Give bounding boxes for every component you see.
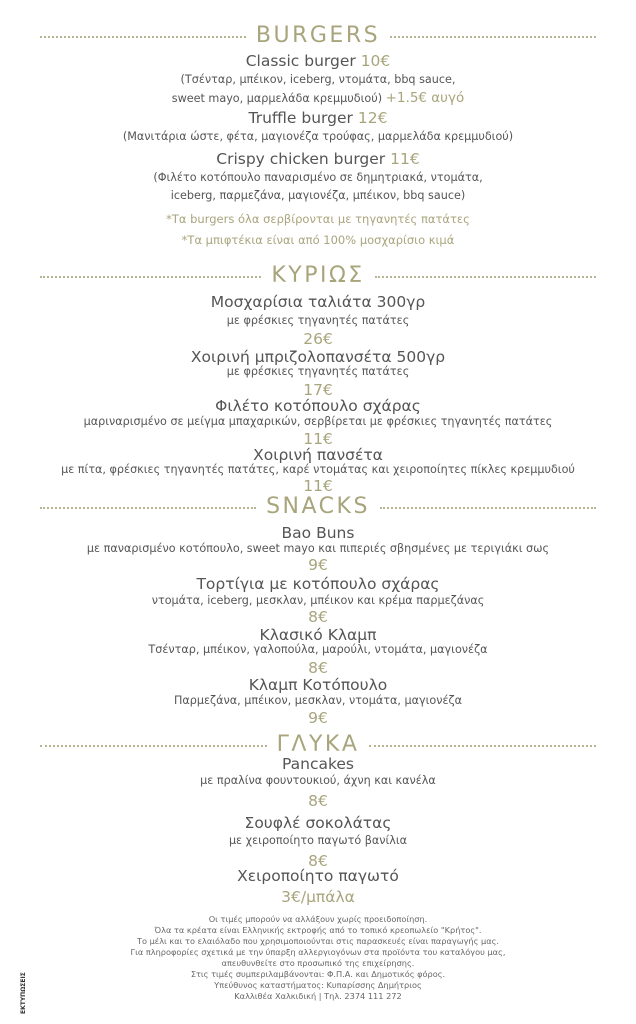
item-description: Παρμεζάνα, μπέικον, μεσκλαν, ντομάτα, μαγιονέζα — [174, 694, 462, 707]
item-price: 17€ — [303, 381, 333, 399]
item-price: 8€ — [308, 608, 328, 626]
section-header-burgers — [40, 24, 596, 48]
footer-line: Το μέλι και το ελαιόλαδο που χρησιμοποιούνται στις παρασκευές είναι παραγωγής μας. — [136, 936, 500, 946]
item-price: 11€ — [390, 150, 420, 168]
item-name: Χοιρινή μπριζολοπανσέτα 500γρ — [190, 348, 446, 366]
section-header-snacks — [40, 495, 596, 519]
item-price: 26€ — [303, 330, 333, 348]
item-description: με παναρισμένο κοτόπουλο, sweet mayo και πιπεριές σβησμένες με τεριγιάκι σως — [86, 542, 550, 555]
item-name: Τορτίγια με κοτόπουλο σχάρας — [196, 575, 440, 593]
item-name: Pancakes — [281, 755, 355, 773]
footer-line: Για πληροφορίες σχετικά με την ύπαρξη αλλεργιογόνων στα προϊόντα του καταλόγου μας, — [130, 947, 506, 957]
item-description: μαριναρισμένο σε μείγμα μπαχαρικών, σερβίρεται με φρέσκιες τηγανητές πατάτες — [83, 415, 553, 428]
item-description: (Τσένταρ, μπέικον, iceberg, ντομάτα, bbq sauce, — [180, 73, 456, 86]
item-price: 11€ — [303, 477, 333, 495]
dotted-rule — [40, 276, 261, 278]
dotted-rule — [380, 507, 596, 509]
menu-note: *Τα burgers όλα σερβίρονται με τηγανητές πατάτες — [166, 212, 470, 226]
section-header-kyrios — [40, 264, 596, 288]
item-extra-price: +1.5€ αυγό — [385, 90, 465, 106]
dotted-rule — [40, 36, 246, 38]
footer-line: Στις τιμές συμπεριλαμβάνονται: Φ.Π.Α. και Δημοτικός φόρος. — [190, 969, 446, 979]
item-description: με χειροποίητο παγωτό βανίλια — [228, 834, 408, 847]
footer-line: Οι τιμές μπορούν να αλλάξουν χωρίς προειδοποίηση. — [208, 914, 428, 924]
item-name: Χειροποίητο παγωτό — [237, 867, 399, 885]
footer-line: Όλα τα κρέατα είναι Ελληνικής εκτροφής από το τοπικό κρεοπωλείο "Κρήτος". — [154, 925, 482, 935]
item-name: Σουφλέ σοκολάτας — [244, 814, 392, 832]
item-description: με φρέσκιες τηγανητές πατάτες — [226, 314, 410, 327]
item-price: 8€ — [308, 659, 328, 677]
footer-line: απευθυνθείτε στο προσωπικό της επιχείρησης. — [221, 958, 415, 968]
item-name: Χοιρινή πανσέτα — [253, 446, 383, 464]
dotted-rule — [369, 745, 596, 747]
section-title: ΓΛΥΚΑ — [276, 732, 360, 757]
item-price: 12€ — [357, 109, 388, 127]
dotted-rule — [390, 36, 596, 38]
item-price: 11€ — [303, 430, 333, 448]
item-description: ντομάτα, iceberg, μεσκλαν, μπέικον και κρέμα παρμεζάνας — [151, 594, 485, 607]
item-name: Μοσχαρίσια ταλιάτα 300γρ — [210, 293, 426, 311]
printer-logo: ΕΚΤΥΠΩΣΕΙΣ — [20, 972, 27, 1014]
item-description: sweet mayo, μαρμελάδα κρεμμυδιού) — [171, 92, 383, 105]
item-name: Κλαμπ Κοτόπουλο — [248, 676, 388, 694]
section-title: ΚΥΡΙΩΣ — [271, 263, 365, 288]
item-price: 9€ — [308, 556, 328, 574]
item-description: (Φιλέτο κοτόπουλο παναρισμένο σε δημητριακά, ντομάτα, — [153, 171, 483, 184]
item-name: Bao Buns — [281, 524, 355, 542]
item-name: Truffle burger — [248, 109, 353, 127]
item-price: 8€ — [308, 852, 328, 870]
item-price: 9€ — [308, 709, 328, 727]
item-description-line2 — [0, 90, 636, 107]
item-description: με πραλίνα φουντουκιού, άχνη και κανέλα — [200, 774, 436, 787]
item-price: 8€ — [308, 792, 328, 810]
menu-item-classic-burger — [0, 52, 636, 70]
dotted-rule — [40, 745, 267, 747]
item-description: iceberg, παρμεζάνα, μαγιονέζα, μπέικον, bbq sauce) — [170, 189, 466, 202]
item-price: 10€ — [360, 52, 391, 70]
footer-line: Υπεύθυνος καταστήματος: Κυπαρίσσης Δημήτριος — [214, 980, 422, 990]
item-name: Κλασικό Κλαμπ — [259, 626, 377, 644]
item-description: (Μανιτάρια ώστε, φέτα, μαγιονέζα τρούφας, μαρμελάδα κρεμμυδιού) — [122, 130, 514, 143]
item-price: 3€/μπάλα — [281, 888, 355, 906]
item-description: με φρέσκιες τηγανητές πατάτες — [226, 365, 410, 378]
menu-note: *Τα μπιφτέκια είναι από 100% μοσχαρίσιο κιμά — [181, 233, 455, 247]
section-header-glyka — [40, 733, 596, 757]
item-name: Crispy chicken burger — [216, 150, 386, 168]
section-title: BURGERS — [255, 23, 381, 48]
dotted-rule — [375, 276, 596, 278]
item-name: Classic burger — [245, 52, 356, 70]
item-name: Φιλέτο κοτόπουλο σχάρας — [215, 397, 421, 415]
menu-item-crispy-chicken-burger — [0, 150, 636, 168]
dotted-rule — [40, 507, 256, 509]
footer-line: Καλλιθέα Χαλκιδική | Τηλ. 2374 111 272 — [234, 991, 402, 1001]
menu-item-truffle-burger — [0, 109, 636, 127]
section-title: SNACKS — [266, 494, 370, 519]
item-description: Τσένταρ, μπέικον, γαλοπούλα, μαρούλι, ντομάτα, μαγιονέζα — [148, 643, 488, 656]
item-description: με πίτα, φρέσκιες τηγανητές πατάτες, καρέ ντομάτας και χειροποίητες πίκλες κρεμμυδιού — [61, 463, 575, 476]
